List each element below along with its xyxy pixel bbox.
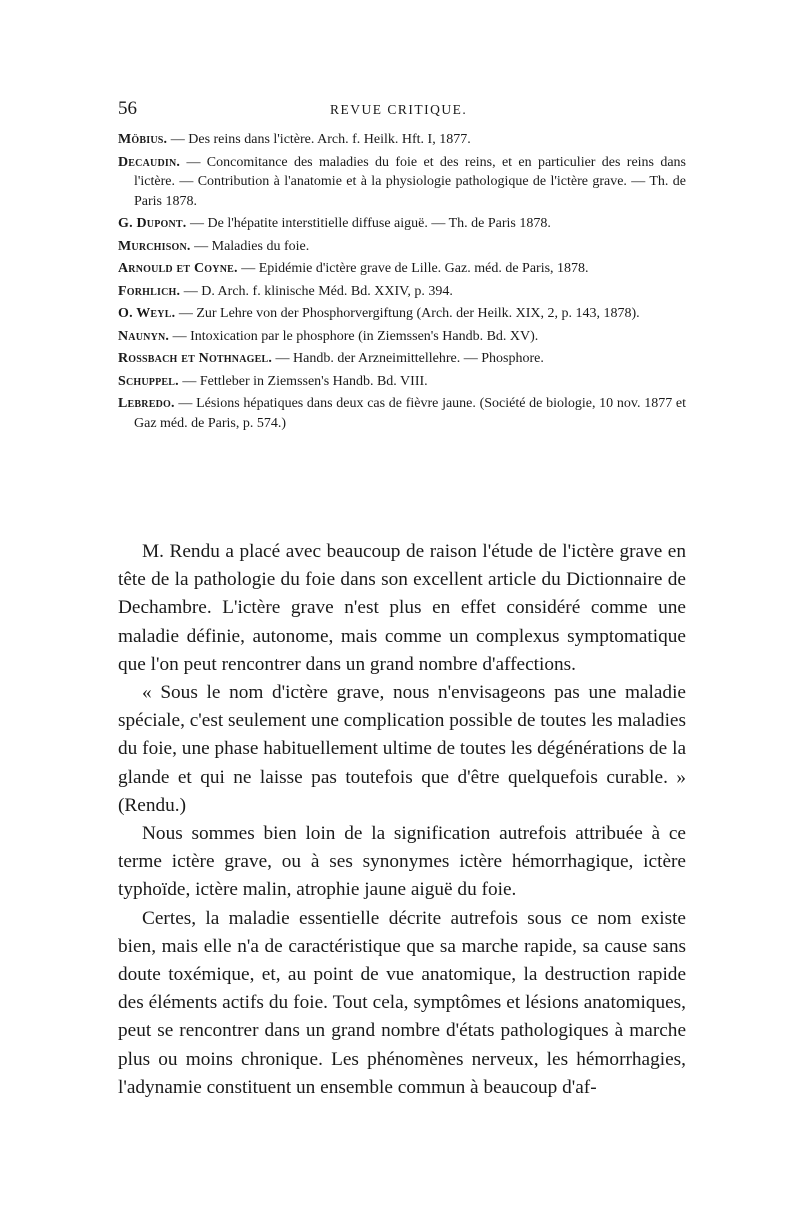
- bibliography-entry: [118, 349, 686, 369]
- bibliography-author: G. Dupont.: [118, 216, 187, 231]
- bibliography-text: — Lésions hépatiques dans deux cas de fièvre jaune. (Société de biologie, 10 nov. 1877 et Gaz méd. de Paris, p. 574.): [134, 396, 687, 431]
- bibliography-entry: [118, 327, 686, 347]
- body-text: [118, 538, 686, 1102]
- bibliography-entry: [118, 153, 686, 212]
- bibliography-text: — Fettleber in Ziemssen's Handb. Bd. VIII.: [182, 373, 428, 389]
- bibliography-author: Lebredo.: [118, 396, 175, 411]
- running-title: REVUE CRITIQUE.: [330, 102, 468, 117]
- bibliography-list: [118, 130, 686, 436]
- bibliography-text: — Concomitance des maladies du foie et des reins, et en particulier des reins dans l'ictère. — Contribution à l'anatomie et à la physiologie pathologique de l'ictère grave. — Th. de Paris 1878.: [134, 154, 686, 209]
- bibliography-entry: [118, 394, 686, 433]
- paragraph: « Sous le nom d'ictère grave, nous n'envisageons pas une maladie spéciale, c'est seulement une complication possible de toutes les maladies du foie, une phase habituellement ultime de toutes les dégénérations de la glande et qui ne laisse pas toutefois que d'être quelquefois curable. » (Rendu.): [118, 682, 686, 816]
- bibliography-text: — D. Arch. f. klinische Méd. Bd. XXIV, p. 394.: [183, 283, 453, 299]
- bibliography-author: Naunyn.: [118, 328, 170, 344]
- bibliography-entry: [118, 372, 686, 392]
- bibliography-author: Forhlich.: [118, 283, 181, 299]
- bibliography-text: — Zur Lehre von der Phosphorvergiftung (Arch. der Heilk. XIX, 2, p. 143, 1878).: [178, 306, 640, 321]
- bibliography-entry: [118, 214, 686, 234]
- page-header: [118, 98, 678, 122]
- bibliography-entry: [118, 130, 686, 150]
- bibliography-author: O. Weyl.: [118, 306, 176, 321]
- bibliography-author: Arnould et Coyne.: [118, 261, 238, 276]
- bibliography-author: Rossbach et Nothnagel.: [118, 351, 273, 366]
- bibliography-text: — Des reins dans l'ictère. Arch. f. Heilk. Hft. I, 1877.: [170, 132, 471, 147]
- bibliography-entry: [118, 237, 686, 257]
- bibliography-author: Schuppel.: [118, 373, 179, 389]
- bibliography-text: — Handb. der Arzneimittellehre. — Phosphore.: [275, 351, 544, 366]
- bibliography-author: Decaudin.: [118, 154, 181, 170]
- paragraph: Certes, la maladie essentielle décrite autrefois sous ce nom existe bien, mais elle n'a de caractéristique que sa marche rapide, sa cause sans doute toxémique, et, au point de vue anatomique, la destruction rapide des éléments actifs du foie. Tout cela, symptômes et lésions anatomiques, peut se rencontrer dans un grand nombre d'états pathologiques à marche plus ou moins chronique. Les phénomènes nerveux, les hémorrhagies, l'adynamie constituent un ensemble commun à beaucoup d'af-: [118, 907, 686, 1098]
- bibliography-text: — Maladies du foie.: [194, 238, 310, 254]
- paragraph: Nous sommes bien loin de la signification autrefois attribuée à ce terme ictère grave, ou à ses synonymes ictère hémorrhagique, ictère typhoïde, ictère malin, atrophie jaune aiguë du foie.: [118, 823, 686, 901]
- bibliography-author: Möbius.: [118, 132, 168, 147]
- bibliography-text: — Epidémie d'ictère grave de Lille. Gaz. méd. de Paris, 1878.: [241, 261, 589, 276]
- bibliography-text: — Intoxication par le phosphore (in Ziemssen's Handb. Bd. XV).: [172, 328, 539, 344]
- page-number: 56: [118, 98, 137, 119]
- paragraph: M. Rendu a placé avec beaucoup de raison l'étude de l'ictère grave en tête de la pathologie du foie dans son excellent article du Dictionnaire de Dechambre. L'ictère grave n'est plus en effet considéré comme une maladie définie, autonome, mais comme un complexus symptomatique que l'on peut rencontrer dans un grand nombre d'affections.: [118, 541, 686, 675]
- bibliography-entry: [118, 259, 686, 279]
- bibliography-entry: [118, 282, 686, 302]
- bibliography-author: Murchison.: [118, 238, 191, 254]
- bibliography-entry: [118, 304, 686, 324]
- bibliography-text: — De l'hépatite interstitielle diffuse aiguë. — Th. de Paris 1878.: [190, 216, 551, 231]
